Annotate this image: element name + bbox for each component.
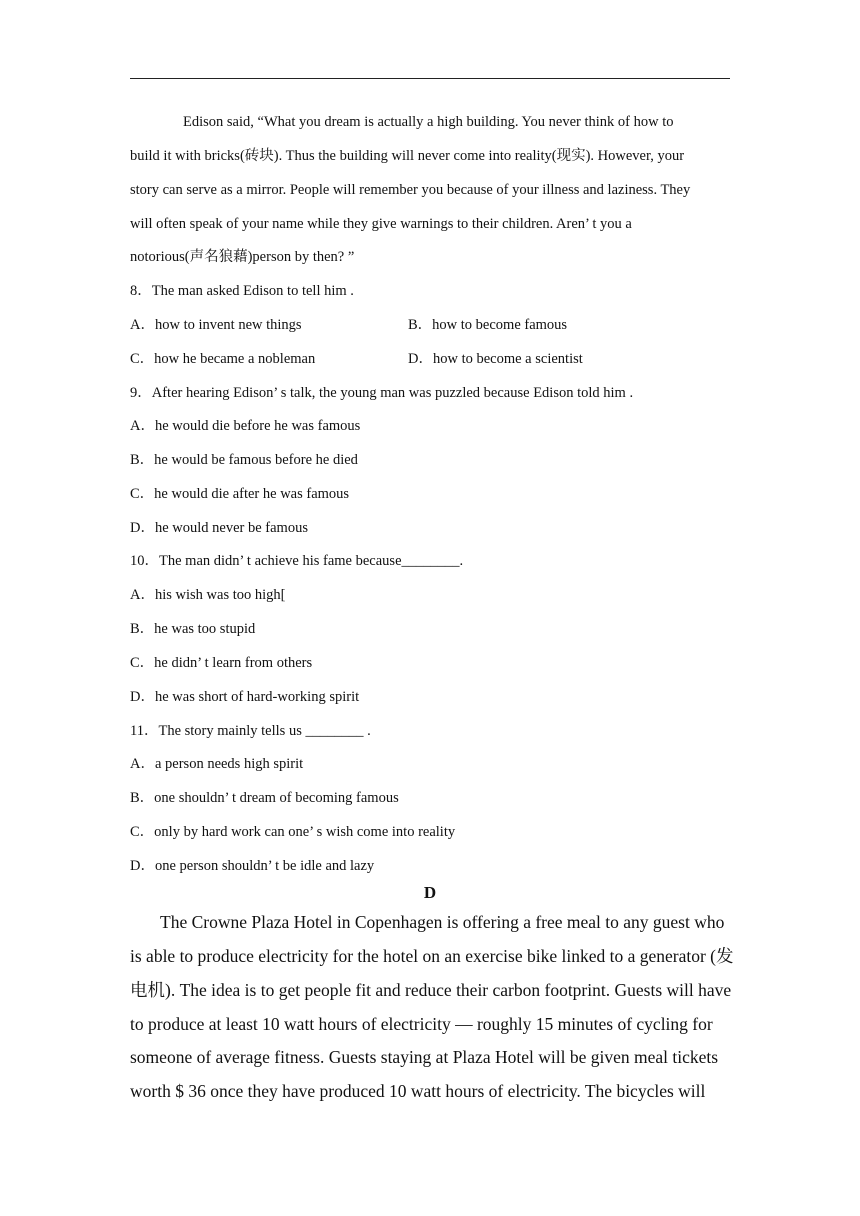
- question-10-stem: 10．The man didn’ t achieve his fame because________.: [130, 553, 464, 569]
- section-d-line: 电机). The idea is to get people fit and reduce their carbon footprint. Guests will have: [130, 980, 732, 1000]
- section-d-line: The Crowne Plaza Hotel in Copenhagen is offering a free meal to any guest who: [160, 912, 725, 932]
- question-9-option-b: B．he would be famous before he died: [130, 452, 358, 468]
- passage-line: Edison said, “What you dream is actually a high building. You never think of how to: [183, 114, 674, 130]
- question-11-option-b: B．one shouldn’ t dream of becoming famous: [130, 790, 399, 806]
- question-8-stem: 8．The man asked Edison to tell him .: [130, 283, 354, 299]
- question-11-option-c: C．only by hard work can one’ s wish come into reality: [130, 824, 456, 840]
- passage-line: build it with bricks(砖块). Thus the building will never come into reality(现实). However, your: [130, 148, 685, 164]
- section-heading: D: [423, 883, 437, 902]
- question-10-option-d: D．he was short of hard-working spirit: [130, 689, 360, 705]
- question-8-option-d: D．how to become a scientist: [408, 351, 583, 367]
- question-10-option-c: C．he didn’ t learn from others: [130, 655, 313, 671]
- question-8-option-c: C．how he became a nobleman: [130, 351, 316, 367]
- question-8-option-b: B．how to become famous: [408, 317, 568, 333]
- question-9-option-c: C．he would die after he was famous: [130, 486, 350, 502]
- question-9-option-d: D．he would never be famous: [130, 520, 308, 536]
- question-10-option-a: A．his wish was too high[: [130, 587, 286, 603]
- section-d-line: worth $ 36 once they have produced 10 watt hours of electricity. The bicycles will: [130, 1081, 706, 1101]
- section-d-line: someone of average fitness. Guests staying at Plaza Hotel will be given meal tickets: [130, 1047, 719, 1067]
- header-rule: [130, 78, 730, 79]
- passage-line: story can serve as a mirror. People will remember you because of your illness and laziness. They: [130, 182, 691, 198]
- section-d-line: is able to produce electricity for the hotel on an exercise bike linked to a generator (发: [130, 946, 734, 966]
- passage-line: will often speak of your name while they give warnings to their children. Aren’ t you a: [130, 216, 632, 232]
- section-d-line: to produce at least 10 watt hours of electricity — roughly 15 minutes of cycling for: [130, 1014, 713, 1034]
- question-9-option-a: A．he would die before he was famous: [130, 418, 361, 434]
- question-10-option-b: B．he was too stupid: [130, 621, 256, 637]
- question-11-stem: 11．The story mainly tells us ________ .: [130, 723, 371, 739]
- question-11-option-d: D．one person shouldn’ t be idle and lazy: [130, 858, 375, 874]
- question-8-option-a: A．how to invent new things: [130, 317, 302, 333]
- passage-line: notorious(声名狼藉)person by then? ”: [130, 249, 355, 265]
- question-9-stem: 9．After hearing Edison’ s talk, the young man was puzzled because Edison told him .: [130, 385, 634, 401]
- question-11-option-a: A．a person needs high spirit: [130, 756, 304, 772]
